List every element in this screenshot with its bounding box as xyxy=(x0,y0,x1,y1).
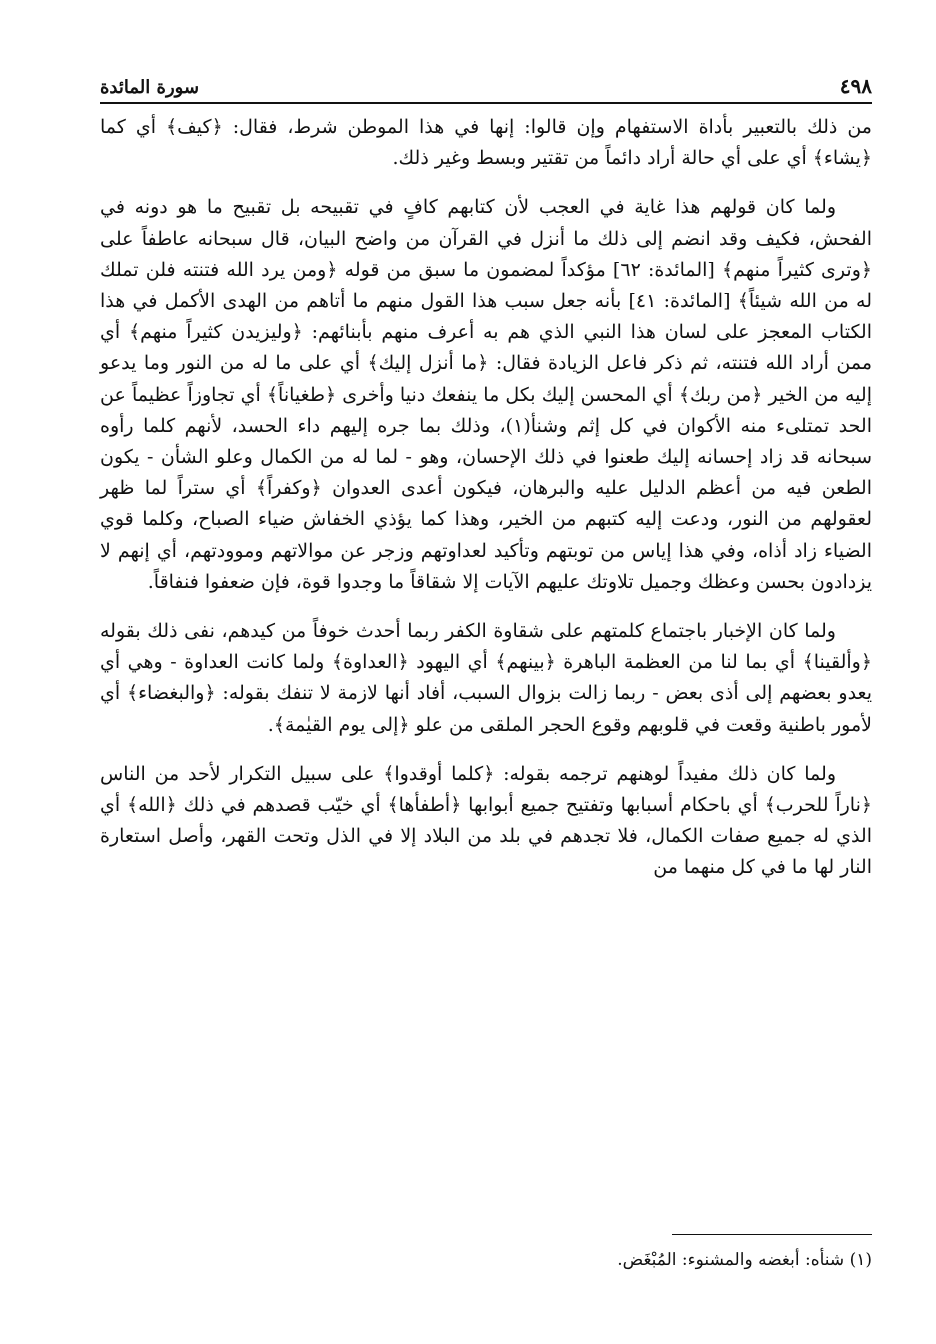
page-header xyxy=(100,62,872,98)
footnote-rule xyxy=(672,1234,872,1235)
main-text xyxy=(100,112,872,902)
paragraph: ولما كان الإخبار باجتماع كلمتهم على شقاوة الكفر ربما أحدث خوفاً من كيدهم، نفى ذلك بقوله ﴿وألقينا﴾ أي بما لنا من العظمة الباهرة ﴿بينهم﴾ أي اليهود ﴿العداوة﴾ ولما كانت العداوة - وهي أي يعدو بعضهم إلى أذى بعض - ربما زالت بزوال السبب، أفاد أنها لازمة لا تنفك بقوله: ﴿والبغضاء﴾ أي لأمور باطنية وقعت في قلوبهم وقوع الحجر الملقى من علو ﴿إلى يوم القيٰمة﴾. xyxy=(100,620,872,736)
paragraph: ولما كان قولهم هذا غاية في العجب لأن كتابهم كافٍ في تقبيحه بل تقبيح ما هو دونه في الفحش، فكيف وقد انضم إلى ذلك ما أنزل في القرآن من واضح البيان، قال سبحانه عاطفاً على ﴿وترى كثيراً منهم﴾ [المائدة: ٦٢] مؤكداً لمضمون ما سبق من قوله ﴿ومن يرد الله فتنته فلن تملك له من الله شيئاً﴾ [المائدة: ٤١] بأنه جعل سبب هذا القول منهم ما أتاهم من الهدى الأكمل في هذا الكتاب المعجز على لسان هذا النبي الذي هم به أعرف منهم بأبنائهم: ﴿وليزيدن كثيراً منهم﴾ أي ممن أراد الله فتنته، ثم ذكر فاعل الزيادة فقال: ﴿ما أنزل إليك﴾ أي على ما له من النور وما يدعو إليه من الخير ﴿من ربك﴾ أي المحسن إليك بكل ما ينفعك دنيا وأخرى ﴿طغياناً﴾ أي تجاوزاً عظيماً عن الحد تمتلىء منه الأكوان في كل إثم وشنأ(١)، وذلك بما جره إليهم داء الحسد، لأنهم كلما رأوه سبحانه قد زاد إحسانه إليك طعنوا في ذلك الإحسان، وهو - لما له من الكمال وعلو الشأن - يكون الطعن فيه من أعظم الدليل عليه والبرهان، فيكون أعدى العدوان ﴿وكفراً﴾ أي ستراً لما ظهر لعقولهم من النور، ودعت إليه كتبهم من الخير، وهذا كما يؤذي الخفاش ضياء الصباح، وكلما قوي الضياء زاد أذاه، وفي هذا إياس من توبتهم وتأكيد لعداوتهم وزجر عن موالاتهم وموودتهم، أي إنهم لا يزدادون بحسن وعظك وجميل تلاوتك عليهم الآيات إلا شقاقاً ما وجدوا قوة، فإن ضعفوا فنفاقاً. xyxy=(100,196,873,593)
page-number: ٤٩٨ xyxy=(839,74,872,98)
footnote: (١) شنأه: أبغضه والمشنوء: المُبْغَض. xyxy=(617,1250,872,1270)
paragraph: ولما كان ذلك مفيداً لوهنهم ترجمه بقوله: ﴿كلما أوقدوا﴾ على سبيل التكرار لأحد من الناس ﴿ناراً للحرب﴾ أي باحكام أسبابها وتفتيح جميع أبوابها ﴿أطفأها﴾ أي خيّب قصدهم في ذلك ﴿الله﴾ أي الذي له جميع صفات الكمال، فلا تجدهم في بلد من البلاد إلا في الذل وتحت القهر، وأصل استعارة النار لها ما في كل منهما من xyxy=(100,762,872,879)
chapter-title: سورة المائدة xyxy=(100,77,200,98)
header-rule xyxy=(100,102,872,104)
paragraph: من ذلك بالتعبير بأداة الاستفهام وإن قالوا: إنها في هذا الموطن شرط، فقال: ﴿كيف﴾ أي كما ﴿يشاء﴾ أي على أي حالة أراد دائماً من تقتير وبسط وغير ذلك. xyxy=(100,116,872,170)
